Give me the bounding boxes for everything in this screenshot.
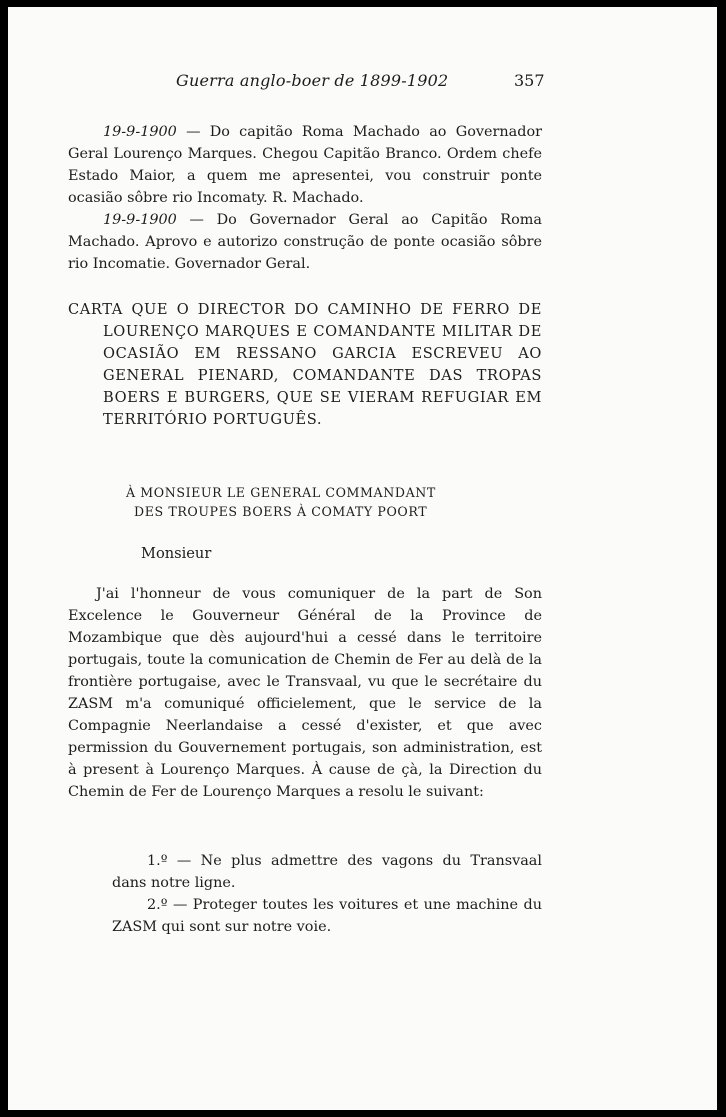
telegram-date: 19-9-1900	[103, 124, 177, 140]
letter-body	[68, 583, 542, 803]
book-page	[8, 7, 717, 1110]
letter-address	[126, 483, 526, 521]
list-item: 2.º — Proteger toutes les voitures et une machine du ZASM qui sont sur notre voie.	[112, 897, 542, 935]
address-line: DES TROUPES BOERS À COMATY POORT	[134, 504, 428, 519]
telegram-entry	[68, 209, 542, 275]
telegram-block	[68, 121, 542, 275]
address-line: À MONSIEUR LE GENERAL COMMANDANT	[126, 485, 436, 500]
section-heading: CARTA QUE O DIRECTOR DO CAMINHO DE FERRO DE LOURENÇO MARQUES E COMANDANTE MILITAR DE OCASIÃO EM RESSANO GARCIA ESCREVEU AO GENERAL PIENARD, COMANDANTE DAS TROPAS BOERS E BURGERS, QUE SE VIERAM REFUGIAR EM TERRITÓRIO PORTUGUÊS.	[68, 301, 542, 428]
page-number: 357	[514, 71, 545, 90]
running-header	[8, 71, 717, 95]
telegram-text: — Do Governador Geral ao Capitão Roma Machado. Aprovo e autorizo construção de ponte ocasião sôbre rio Incomatie. Governador Geral.	[68, 212, 542, 272]
letter-items	[112, 850, 542, 938]
telegram-entry	[68, 121, 542, 209]
telegram-text: — Do capitão Roma Machado ao Governador Geral Lourenço Marques. Chegou Capitão Branco. Ordem chefe Estado Maior, a quem me apresentei, vou construir ponte ocasião sôbre rio Incomaty. R. Machado.	[68, 124, 542, 206]
running-title: Guerra anglo-boer de 1899-1902	[176, 71, 449, 90]
letter-paragraph: J'ai l'honneur de vous comuniquer de la part de Son Excelence le Gouverneur Général de la Province de Mozambique que dès aujourd'hui a cessé dans le territoire portugais, toute la comunication de Chemin de Fer au delà de la frontière portugaise, avec le Transvaal, vu que le secrétaire du ZASM m'a comuniqué officielement, que le service de la Compagnie Neerlandaise a cessé d'exister, et que avec permission du Gouvernement portugais, son administration, est à present à Lourenço Marques. À cause de çà, la Direction du Chemin de Fer de Lourenço Marques a resolu le suivant:	[68, 586, 542, 800]
telegram-date: 19-9-1900	[103, 212, 177, 228]
list-item: 1.º — Ne plus admettre des vagons du Transvaal dans notre ligne.	[112, 853, 542, 891]
salutation: Monsieur	[141, 545, 212, 562]
